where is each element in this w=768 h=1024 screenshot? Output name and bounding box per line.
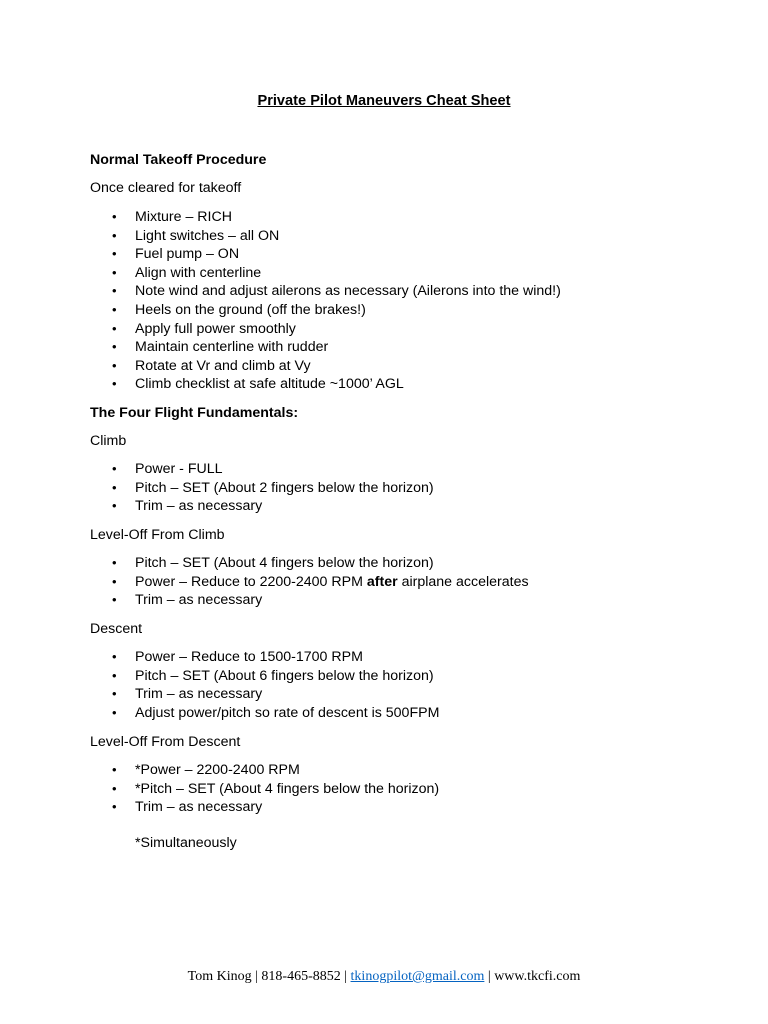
bullet-icon: • — [112, 264, 117, 280]
bullet-icon: • — [112, 209, 117, 224]
footer-separator: | — [251, 969, 262, 984]
list-item: • Trim – as necessary — [112, 592, 263, 609]
bullet-icon: • — [112, 227, 117, 243]
bullet-icon: • — [112, 479, 117, 495]
simultaneously-note: *Simultaneously — [135, 835, 237, 851]
footer-name: Tom Kinog — [187, 969, 252, 984]
page-footer — [0, 969, 768, 985]
level-off-climb-list — [90, 554, 529, 610]
descent-list — [90, 648, 439, 722]
bullet-icon: • — [112, 667, 117, 683]
list-item: • Trim – as necessary — [112, 686, 263, 703]
page-title: Private Pilot Maneuvers Cheat Sheet — [257, 93, 511, 109]
bullet-icon: • — [112, 283, 117, 299]
list-item: • Fuel pump – ON — [112, 246, 240, 263]
bullet-icon: • — [112, 686, 117, 702]
list-item: • Maintain centerline with rudder — [112, 339, 329, 356]
bullet-icon: • — [112, 246, 117, 262]
list-item: • Apply full power smoothly — [112, 320, 296, 337]
list-item: • *Pitch – SET (About 4 fingers below the horizon) — [112, 780, 440, 797]
bullet-icon: • — [112, 649, 117, 664]
takeoff-intro: Once cleared for takeoff — [90, 180, 242, 196]
climb-list — [90, 460, 434, 516]
bullet-icon: • — [112, 704, 117, 720]
list-item: • Note wind and adjust ailerons as necessary (Ailerons into the wind!) — [112, 283, 561, 300]
fundamentals-heading: The Four Flight Fundamentals: — [90, 405, 299, 421]
list-item: • Power – Reduce to 1500-1700 RPM — [112, 649, 363, 665]
level-off-climb-label: Level-Off From Climb — [90, 527, 225, 543]
list-item: • Heels on the ground (off the brakes!) — [112, 301, 366, 318]
list-item: • Adjust power/pitch so rate of descent is 500FPM — [112, 704, 440, 721]
bullet-icon: • — [112, 592, 117, 608]
list-item: • Pitch – SET (About 2 fingers below the horizon) — [112, 479, 434, 496]
footer-phone: 818-465-8852 — [261, 969, 341, 984]
descent-label: Descent — [90, 621, 143, 637]
level-off-descent-list — [90, 761, 439, 817]
footer-separator: | — [484, 969, 495, 984]
bullet-icon: • — [112, 573, 117, 589]
bullet-icon: • — [112, 799, 117, 815]
takeoff-list — [90, 208, 561, 394]
bullet-icon: • — [112, 357, 117, 373]
list-item: • *Power – 2200-2400 RPM — [112, 762, 300, 778]
level-off-descent-label: Level-Off From Descent — [90, 734, 241, 750]
bullet-icon: • — [112, 762, 117, 777]
bullet-icon: • — [112, 555, 117, 570]
bullet-icon: • — [112, 461, 117, 476]
list-item: • Trim – as necessary — [112, 498, 263, 515]
climb-label: Climb — [90, 433, 127, 449]
bullet-icon: • — [112, 780, 117, 796]
list-item: • Mixture – RICH — [112, 209, 232, 225]
bullet-icon: • — [112, 301, 117, 317]
bullet-icon: • — [112, 376, 117, 392]
list-item: • Rotate at Vr and climb at Vy — [112, 357, 311, 374]
bullet-icon: • — [112, 339, 117, 355]
list-item: • Pitch – SET (About 4 fingers below the horizon) — [112, 555, 434, 571]
list-item: • Climb checklist at safe altitude ~1000’ AGL — [112, 376, 404, 393]
list-item: • Pitch – SET (About 6 fingers below the horizon) — [112, 667, 434, 684]
takeoff-heading: Normal Takeoff Procedure — [90, 152, 267, 168]
list-item: • Power - FULL — [112, 461, 223, 477]
footer-separator: | — [340, 969, 351, 984]
footer-email-link[interactable]: tkinogpilot@gmail.com — [350, 969, 485, 984]
list-item: • Light switches – all ON — [112, 227, 280, 244]
list-item: • Trim – as necessary — [112, 799, 263, 816]
bullet-icon: • — [112, 498, 117, 514]
bullet-icon: • — [112, 320, 117, 336]
list-item: • Power – Reduce to 2200-2400 RPM after airplane accelerates — [112, 573, 529, 590]
list-item: • Align with centerline — [112, 264, 262, 281]
footer-website: www.tkcfi.com — [494, 969, 581, 984]
